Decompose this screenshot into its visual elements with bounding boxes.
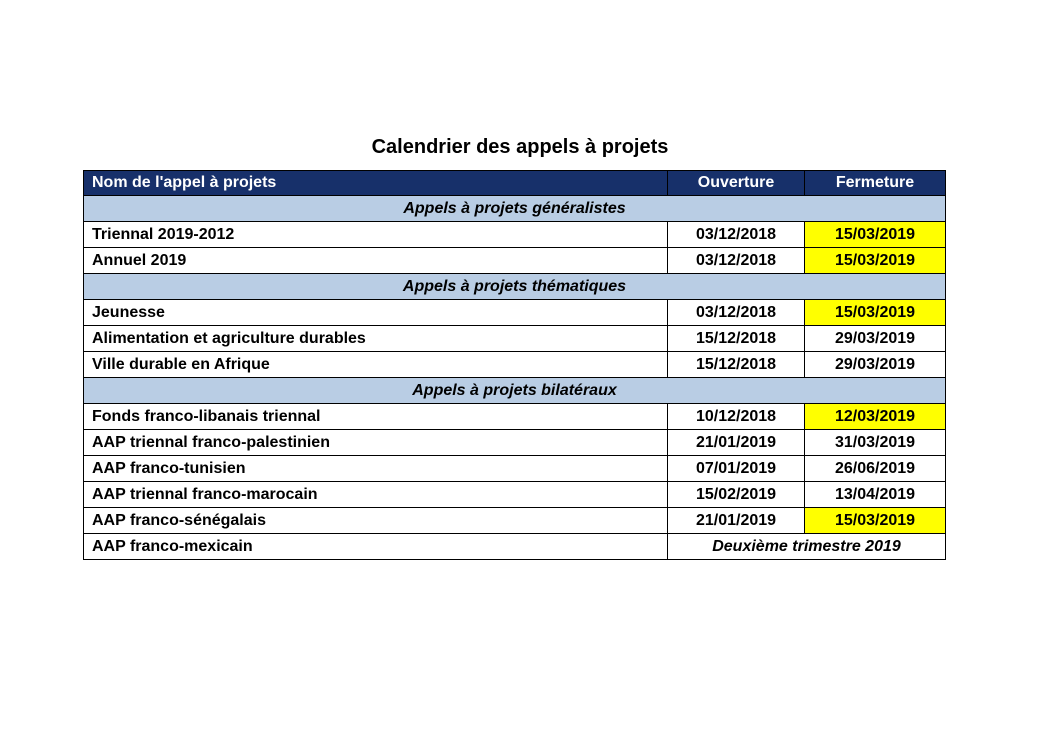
- table-row: [84, 430, 946, 456]
- opening-date-cell: 03/12/2018: [668, 300, 805, 326]
- closing-date-cell-highlighted: 12/03/2019: [805, 404, 946, 430]
- closing-date-cell-highlighted: 15/03/2019: [805, 248, 946, 274]
- call-name-cell: AAP franco-sénégalais: [84, 508, 668, 534]
- column-header-name: Nom de l'appel à projets: [84, 171, 668, 196]
- closing-date-cell: 31/03/2019: [805, 430, 946, 456]
- opening-date-cell: 15/12/2018: [668, 352, 805, 378]
- opening-date-cell: 21/01/2019: [668, 430, 805, 456]
- table-header: [84, 171, 946, 196]
- call-name-cell: Annuel 2019: [84, 248, 668, 274]
- table-row: [84, 508, 946, 534]
- section-row: [84, 378, 946, 404]
- opening-date-cell: 10/12/2018: [668, 404, 805, 430]
- column-header-close: Fermeture: [805, 171, 946, 196]
- call-name-cell: Jeunesse: [84, 300, 668, 326]
- opening-date-cell: 21/01/2019: [668, 508, 805, 534]
- table-row: [84, 534, 946, 560]
- table-row: [84, 222, 946, 248]
- call-name-cell: Alimentation et agriculture durables: [84, 326, 668, 352]
- opening-date-cell: 15/02/2019: [668, 482, 805, 508]
- column-header-open: Ouverture: [668, 171, 805, 196]
- closing-date-cell-highlighted: 15/03/2019: [805, 222, 946, 248]
- section-heading: Appels à projets généralistes: [84, 196, 946, 222]
- call-name-cell: AAP franco-mexicain: [84, 534, 668, 560]
- closing-date-cell-highlighted: 15/03/2019: [805, 508, 946, 534]
- closing-date-cell: 29/03/2019: [805, 326, 946, 352]
- closing-date-cell: 26/06/2019: [805, 456, 946, 482]
- closing-date-cell: 13/04/2019: [805, 482, 946, 508]
- opening-date-cell: 03/12/2018: [668, 222, 805, 248]
- section-row: [84, 196, 946, 222]
- call-name-cell: AAP triennal franco-marocain: [84, 482, 668, 508]
- page-title: Calendrier des appels à projets: [371, 136, 669, 158]
- section-heading: Appels à projets bilatéraux: [84, 378, 946, 404]
- call-name-cell: AAP franco-tunisien: [84, 456, 668, 482]
- call-name-cell: Ville durable en Afrique: [84, 352, 668, 378]
- closing-date-cell-highlighted: 15/03/2019: [805, 300, 946, 326]
- closing-date-cell: 29/03/2019: [805, 352, 946, 378]
- table-body: [84, 196, 946, 560]
- table-row: [84, 482, 946, 508]
- call-name-cell: AAP triennal franco-palestinien: [84, 430, 668, 456]
- table-row: [84, 404, 946, 430]
- period-note-cell: Deuxième trimestre 2019: [668, 534, 946, 560]
- opening-date-cell: 03/12/2018: [668, 248, 805, 274]
- opening-date-cell: 15/12/2018: [668, 326, 805, 352]
- section-row: [84, 274, 946, 300]
- table-row: [84, 300, 946, 326]
- table-row: [84, 326, 946, 352]
- table-row: [84, 352, 946, 378]
- calendar-table: [83, 170, 946, 560]
- table-row: [84, 248, 946, 274]
- table-row: [84, 456, 946, 482]
- opening-date-cell: 07/01/2019: [668, 456, 805, 482]
- call-name-cell: Fonds franco-libanais triennal: [84, 404, 668, 430]
- call-name-cell: Triennal 2019-2012: [84, 222, 668, 248]
- header-row: [84, 171, 946, 196]
- section-heading: Appels à projets thématiques: [84, 274, 946, 300]
